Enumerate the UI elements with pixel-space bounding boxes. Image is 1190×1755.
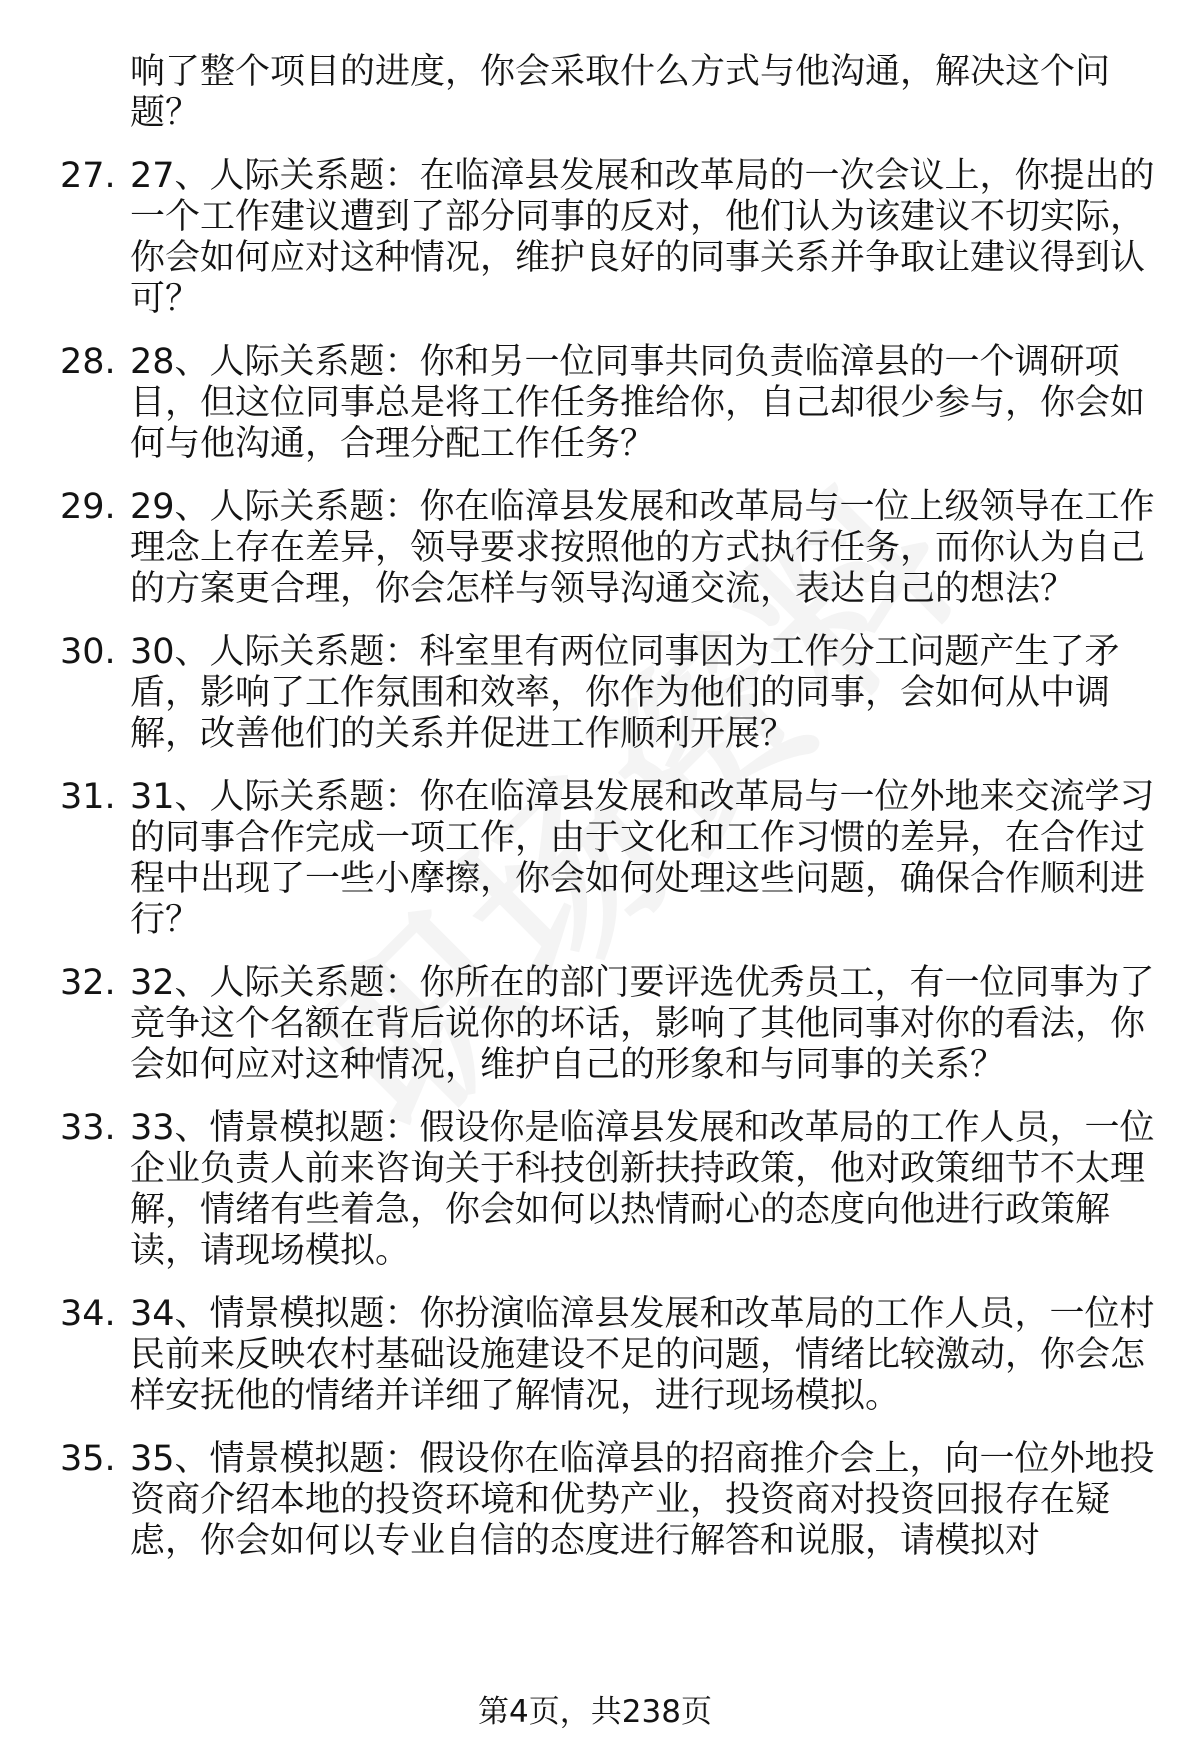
question-item bbox=[60, 963, 1160, 1086]
question-number: 27. bbox=[60, 156, 116, 196]
question-item bbox=[60, 1108, 1160, 1272]
question-text: 27、人际关系题：在临漳县发展和改革局的一次会议上，你提出的一个工作建议遭到了部分同事的反对，他们认为该建议不切实际，你会如何应对这种情况，维护良好的同事关系并争取让建议得到认可？ bbox=[130, 156, 1155, 319]
question-number: 31. bbox=[60, 777, 116, 817]
question-text: 32、人际关系题：你所在的部门要评选优秀员工，有一位同事为了竞争这个名额在背后说你的坏话，影响了其他同事对你的看法，你会如何应对这种情况，维护自己的形象和与同事的关系？ bbox=[130, 963, 1155, 1085]
question-text: 31、人际关系题：你在临漳县发展和改革局与一位外地来交流学习的同事合作完成一项工作，由于文化和工作习惯的差异，在合作过程中出现了一些小摩擦，你会如何处理这些问题，确保合作顺利进行？ bbox=[130, 777, 1155, 940]
question-number: 28. bbox=[60, 342, 116, 382]
continuation-text: 响了整个项目的进度，你会采取什么方式与他沟通，解决这个问题？ bbox=[130, 52, 1111, 133]
question-text: 30、人际关系题：科室里有两位同事因为工作分工问题产生了矛盾，影响了工作氛围和效率，你作为他们的同事，会如何从中调解，改善他们的关系并促进工作顺利开展？ bbox=[130, 632, 1120, 754]
question-text: 35、情景模拟题：假设你在临漳县的招商推介会上，向一位外地投资商介绍本地的投资环境和优势产业，投资商对投资回报存在疑虑，你会如何以专业自信的态度进行解答和说服，请模拟对 bbox=[130, 1439, 1155, 1561]
question-number: 32. bbox=[60, 963, 116, 1003]
question-number: 35. bbox=[60, 1439, 116, 1479]
question-number: 34. bbox=[60, 1294, 116, 1334]
question-number: 29. bbox=[60, 487, 116, 527]
page-footer: 第4页，共238页 bbox=[478, 1694, 712, 1730]
question-text: 28、人际关系题：你和另一位同事共同负责临漳县的一个调研项目，但这位同事总是将工作任务推给你，自己却很少参与，你会如何与他沟通，合理分配工作任务？ bbox=[130, 342, 1146, 464]
question-text: 29、人际关系题：你在临漳县发展和改革局与一位上级领导在工作理念上存在差异，领导要求按照他的方式执行任务，而你认为自己的方案更合理，你会怎样与领导沟通交流，表达自己的想法？ bbox=[130, 487, 1155, 609]
question-list bbox=[60, 52, 1160, 1562]
question-item bbox=[60, 487, 1160, 610]
question-number: 33. bbox=[60, 1108, 116, 1148]
question-item bbox=[60, 777, 1160, 941]
question-item bbox=[60, 156, 1160, 320]
question-item bbox=[60, 632, 1160, 755]
question-text: 34、情景模拟题：你扮演临漳县发展和改革局的工作人员，一位村民前来反映农村基础设施建设不足的问题，情绪比较激动，你会怎样安抚他的情绪并详细了解情况，进行现场模拟。 bbox=[130, 1294, 1155, 1416]
question-item bbox=[60, 1294, 1160, 1417]
question-text: 33、情景模拟题：假设你是临漳县发展和改革局的工作人员，一位企业负责人前来咨询关于科技创新扶持政策，他对政策细节不太理解，情绪有些着急，你会如何以热情耐心的态度向他进行政策解读，请现场模拟。 bbox=[130, 1108, 1155, 1271]
question-number: 30. bbox=[60, 632, 116, 672]
question-item bbox=[60, 1439, 1160, 1562]
question-item bbox=[60, 342, 1160, 465]
